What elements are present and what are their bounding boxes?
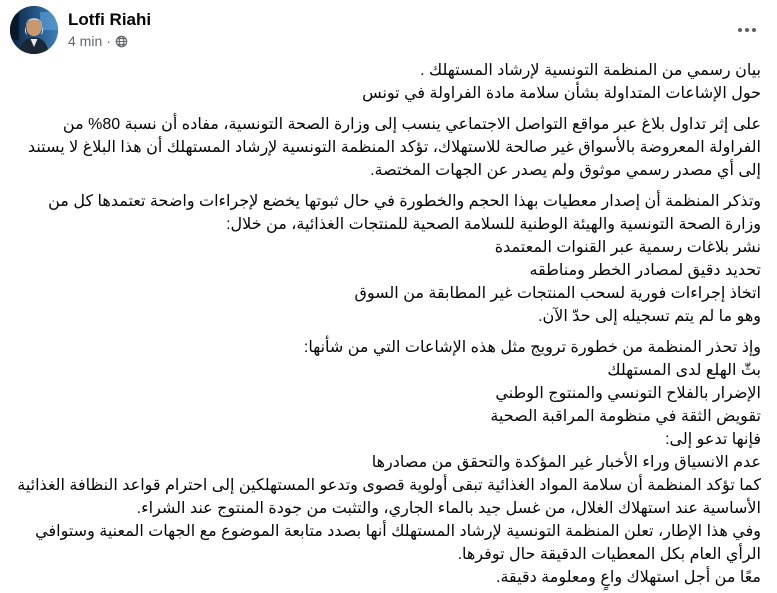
post-text-line: وإذ تحذر المنظمة من خطورة ترويج مثل هذه الإشاعات التي من شأنها: — [303, 339, 761, 356]
post-text-line: وفي هذا الإطار، تعلن المنظمة التونسية لإرشاد المستهلك أنها بصدد متابعة الموضوع مع الجهات المعنية وستوافي الرأي العام بكل المعطيات الدقيقة حال توفرها. — [30, 523, 761, 563]
post-text-line: تحديد دقيق لمصادر الخطر ومناطقه — [529, 262, 761, 279]
timestamp[interactable]: 4 min — [68, 33, 103, 49]
post-text-line: كما تؤكد المنظمة أن سلامة المواد الغذائية تبقى أولوية قصوى وتدعو المستهلكين إلى احترام قواعد النظافة الغذائية الأساسية عند استهلاك الغلال، من غسل جيد بالماء الجاري، والتثبت من جودة المنتوج عند الشراء. — [12, 477, 761, 517]
post-paragraph — [16, 190, 761, 328]
post-text-line: بيان رسمي من المنظمة التونسية لإرشاد المستهلك . — [420, 62, 761, 79]
post-text-line: وتذكر المنظمة أن إصدار معطيات بهذا الحجم والخطورة في حال ثبوتها يخضع لإجراءات واضحة تعتمدها كل من وزارة الصحة التونسية والهيئة الوطنية للسلامة الصحية للمنتجات الغذائية، من خلال: — [43, 193, 761, 233]
post-text-line: معًا من أجل استهلاك واعٍ ومعلومة دقيقة. — [496, 569, 761, 586]
post-text-line: على إثر تداول بلاغ عبر مواقع التواصل الاجتماعي ينسب إلى وزارة الصحة التونسية، مفاده أن نسبة 80% من الفراولة المعروضة بالأسواق غير صالحة للاستهلاك، تؤكد المنظمة التونسية لإرشاد المستهلك أن هذا البلاغ لا يستند إلى أي مصدر رسمي موثوق ولم يصدر عن الجهات المختصة. — [23, 116, 761, 179]
post-meta — [68, 32, 151, 51]
header-text — [68, 6, 151, 51]
profile-photo — [10, 6, 58, 54]
globe-icon — [115, 35, 128, 48]
post-text-line: الإضرار بالفلاح التونسي والمنتوج الوطني — [495, 385, 761, 402]
author-name[interactable]: Lotfi Riahi — [68, 10, 152, 29]
post-text-line: نشر بلاغات رسمية عبر القنوات المعتمدة — [494, 239, 761, 256]
post-text-line: عدم الانسياق وراء الأخبار غير المؤكدة والتحقق من مصادرها — [371, 454, 761, 471]
meta-separator: · — [106, 33, 111, 49]
post-text-line: اتخاذ إجراءات فورية لسحب المنتجات غير المطابقة من السوق — [354, 285, 761, 302]
post-text-line: تقويض الثقة في منظومة المراقبة الصحية — [490, 408, 761, 425]
three-dots-icon — [738, 28, 756, 32]
post-body — [0, 54, 777, 589]
post-header — [0, 0, 777, 54]
post-paragraph — [16, 113, 761, 182]
more-options-button[interactable] — [731, 18, 763, 42]
post-text-line: وهو ما لم يتم تسجيله إلى حدّ الآن. — [538, 308, 761, 325]
post-paragraph — [12, 336, 761, 589]
post-text-line: فإنها تدعو إلى: — [665, 431, 761, 448]
post-text-line: بثّ الهلع لدى المستهلك — [607, 362, 761, 379]
post-text-line: حول الإشاعات المتداولة بشأن سلامة مادة الفراولة في تونس — [362, 85, 761, 102]
avatar[interactable] — [10, 6, 58, 54]
post-paragraph — [16, 59, 761, 105]
